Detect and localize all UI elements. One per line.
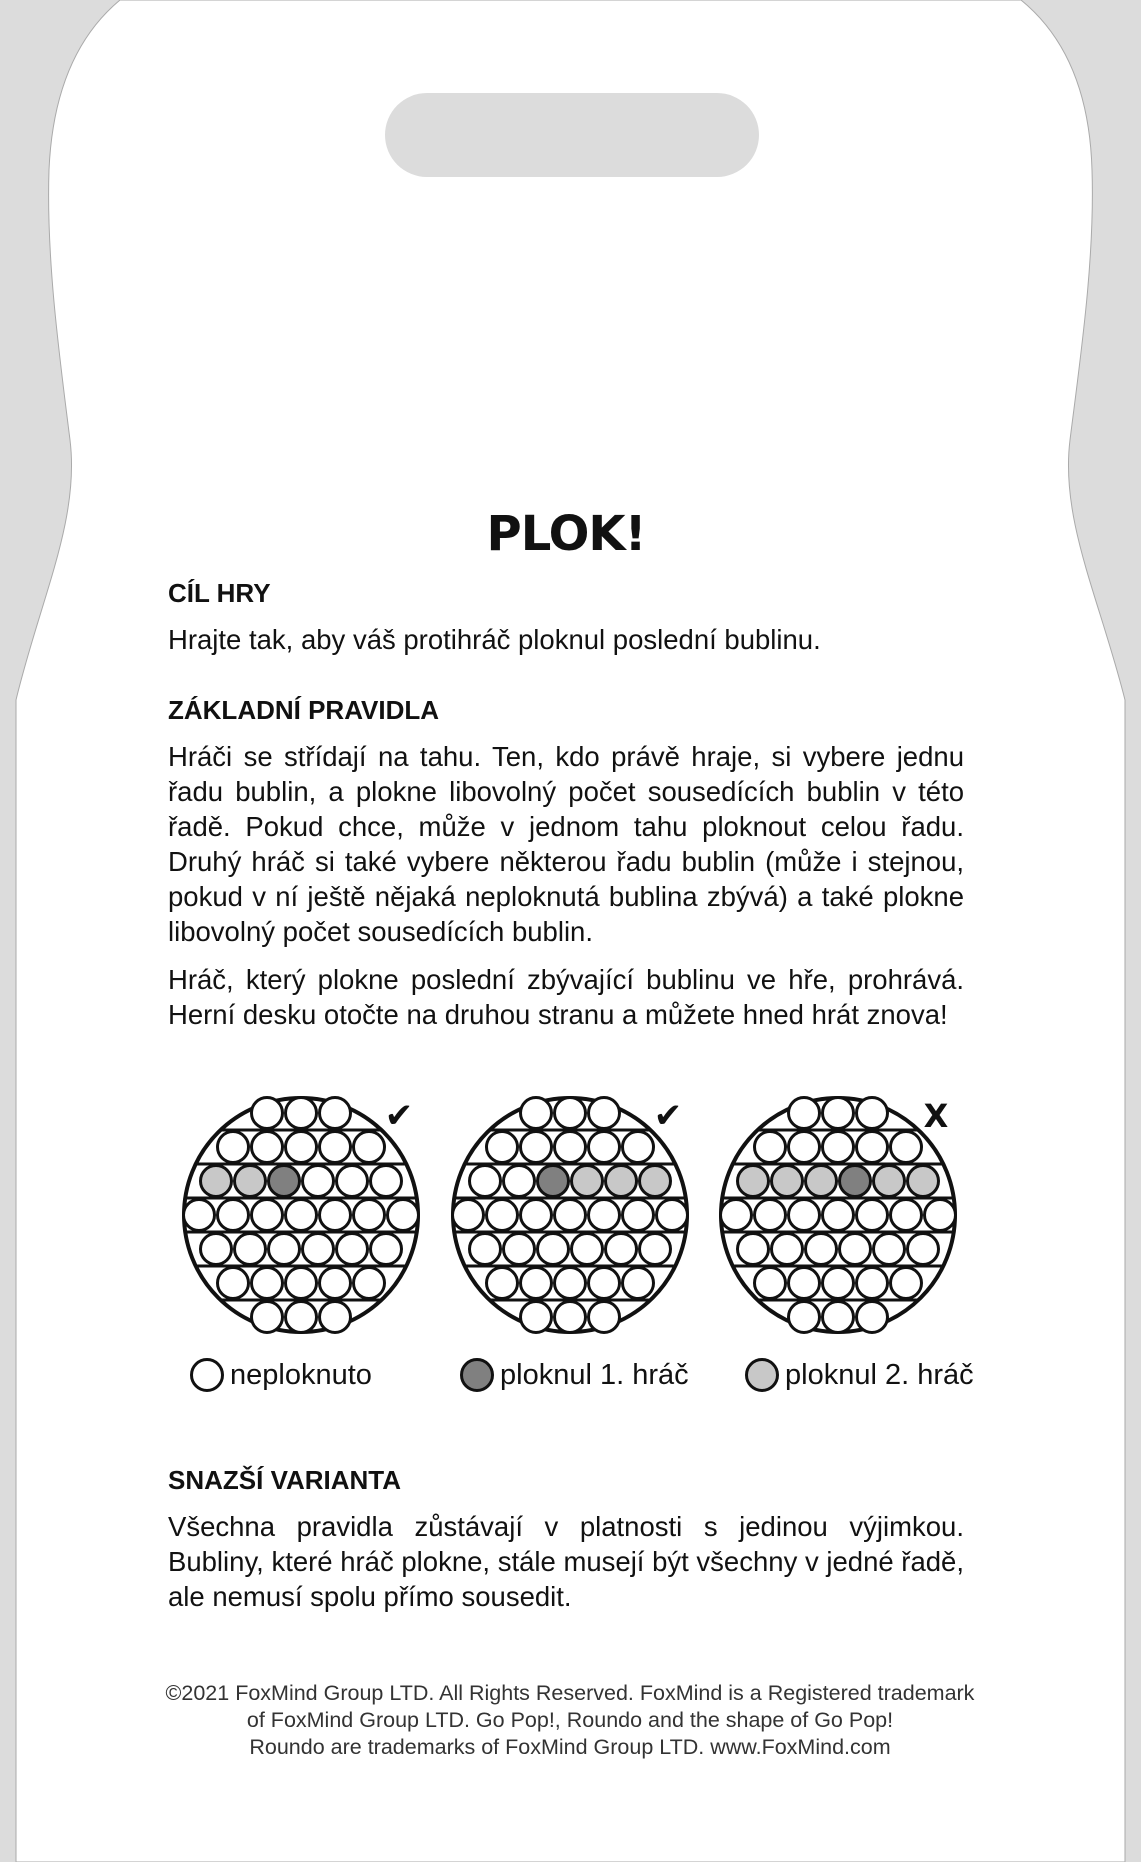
bubble xyxy=(252,1098,283,1129)
bubble xyxy=(555,1302,586,1333)
bubble xyxy=(538,1166,569,1197)
bubble xyxy=(201,1234,232,1265)
bubble xyxy=(874,1234,905,1265)
bubble xyxy=(789,1302,820,1333)
footer-line-2: of FoxMind Group LTD. Go Pop!, Roundo and the shape of Go Pop! xyxy=(246,1708,894,1732)
bubble xyxy=(218,1268,249,1299)
bubble xyxy=(857,1098,888,1129)
bubble xyxy=(755,1132,786,1163)
bubble xyxy=(218,1200,249,1231)
bubble xyxy=(823,1098,854,1129)
bubble xyxy=(218,1132,249,1163)
copyright-footer xyxy=(120,1680,1020,1761)
legend-player1-label: ploknul 1. hráč xyxy=(500,1358,689,1391)
hang-hole[interactable] xyxy=(385,93,759,177)
legend-player1 xyxy=(460,1355,689,1395)
cross-icon: X xyxy=(923,1097,949,1135)
bubble xyxy=(823,1268,854,1299)
bubble xyxy=(235,1166,266,1197)
bubble xyxy=(504,1166,535,1197)
rules-heading: ZÁKLADNÍ PRAVIDLA xyxy=(168,695,440,725)
bubble xyxy=(840,1234,871,1265)
bubble xyxy=(857,1132,888,1163)
bubble xyxy=(388,1200,419,1231)
bubble xyxy=(857,1200,888,1231)
bubble xyxy=(772,1234,803,1265)
bubble xyxy=(487,1268,518,1299)
bubble xyxy=(589,1098,620,1129)
bubble xyxy=(320,1302,351,1333)
bubble xyxy=(303,1234,334,1265)
bubble xyxy=(337,1166,368,1197)
bubble xyxy=(538,1234,569,1265)
legend-player2-label: ploknul 2. hráč xyxy=(785,1358,974,1391)
bubble xyxy=(555,1268,586,1299)
goal-text: Hrajte tak, aby váš protihráč ploknul poslední bublinu. xyxy=(168,624,821,655)
bubble xyxy=(572,1234,603,1265)
bubble xyxy=(857,1268,888,1299)
board-diagram-3 xyxy=(721,1097,956,1333)
bubble xyxy=(354,1268,385,1299)
rules-paragraph-2: Hráč, který plokne poslední zbývající bublinu ve hře, prohrává. Herní desku otočte na druhou stranu a můžete hned hrát znova! xyxy=(168,964,964,1030)
bubble xyxy=(823,1132,854,1163)
bubble xyxy=(521,1098,552,1129)
footer-line-1: ©2021 FoxMind Group LTD. All Rights Reserved. FoxMind is a Registered trademark xyxy=(165,1681,975,1705)
bubble xyxy=(857,1302,888,1333)
bubble xyxy=(354,1200,385,1231)
bubble xyxy=(504,1234,535,1265)
bubble xyxy=(487,1132,518,1163)
bubble xyxy=(320,1200,351,1231)
bubble xyxy=(891,1268,922,1299)
bubble xyxy=(337,1234,368,1265)
bubble xyxy=(521,1132,552,1163)
bubble xyxy=(470,1234,501,1265)
bubble xyxy=(908,1166,939,1197)
bubble xyxy=(487,1200,518,1231)
player2-bubble-icon xyxy=(745,1358,779,1392)
bubble xyxy=(286,1268,317,1299)
bubble xyxy=(252,1132,283,1163)
bubble xyxy=(789,1200,820,1231)
bubble xyxy=(755,1200,786,1231)
legend-unpopped-label: neploknuto xyxy=(230,1358,372,1391)
bubble xyxy=(184,1200,215,1231)
variant-text: Všechna pravidla zůstávají v platnosti s jedinou výjimkou. Bubliny, které hráč plokne, stále musejí být všechny v jedné řadě, ale nemusí spolu přímo sousedit. xyxy=(168,1511,964,1612)
bubble xyxy=(738,1234,769,1265)
bubble xyxy=(521,1302,552,1333)
bubble xyxy=(925,1200,956,1231)
bubble xyxy=(286,1302,317,1333)
bubble xyxy=(891,1132,922,1163)
bubble xyxy=(269,1234,300,1265)
bubble xyxy=(772,1166,803,1197)
bubble xyxy=(840,1166,871,1197)
legend-player2 xyxy=(745,1355,974,1395)
bubble xyxy=(521,1200,552,1231)
bubble xyxy=(908,1234,939,1265)
bubble xyxy=(789,1132,820,1163)
bubble xyxy=(252,1200,283,1231)
bubble xyxy=(891,1200,922,1231)
bubble xyxy=(201,1166,232,1197)
bubble xyxy=(640,1234,671,1265)
bubble xyxy=(589,1132,620,1163)
bubble xyxy=(371,1166,402,1197)
bubble xyxy=(320,1098,351,1129)
bubble xyxy=(589,1200,620,1231)
bubble xyxy=(286,1098,317,1129)
bubble xyxy=(572,1166,603,1197)
bubble xyxy=(371,1234,402,1265)
example-diagrams xyxy=(0,1090,1141,1360)
bubble xyxy=(755,1268,786,1299)
bubble xyxy=(640,1166,671,1197)
bubble xyxy=(303,1166,334,1197)
bubble xyxy=(320,1268,351,1299)
bubble xyxy=(806,1234,837,1265)
bubble xyxy=(521,1268,552,1299)
bubble xyxy=(252,1268,283,1299)
bubble xyxy=(721,1200,752,1231)
checkmark-icon: ✔ xyxy=(653,1096,683,1136)
rules-paragraph-1: Hráči se střídají na tahu. Ten, kdo právě hraje, si vybere jednu řadu bublin, a plokne libovolný počet sousedících bublin v této řadě. Pokud chce, může v jednom tahu ploknout celou řadu. Druhý hráč si také vybere některou řadu bublin (může i stejnou, pokud v ní ještě nějaká neploknutá bublina zbývá) a také plokne libovolný počet sousedících bublin. xyxy=(168,741,964,947)
bubble xyxy=(235,1234,266,1265)
bubble xyxy=(354,1132,385,1163)
bubble xyxy=(453,1200,484,1231)
checkmark-icon: ✔ xyxy=(384,1096,414,1136)
bubble xyxy=(623,1132,654,1163)
bubble xyxy=(806,1166,837,1197)
variant-heading: SNAZŠÍ VARIANTA xyxy=(168,1465,402,1495)
bubble xyxy=(657,1200,688,1231)
board-diagram-1 xyxy=(184,1096,419,1333)
bubble xyxy=(874,1166,905,1197)
page-title: PLOK! xyxy=(486,506,646,562)
bubble xyxy=(470,1166,501,1197)
legend-unpopped xyxy=(190,1355,372,1395)
bubble xyxy=(286,1132,317,1163)
bubble xyxy=(789,1268,820,1299)
bubble xyxy=(589,1302,620,1333)
goal-heading: CÍL HRY xyxy=(168,578,271,608)
bubble xyxy=(269,1166,300,1197)
bubble xyxy=(738,1166,769,1197)
bubble xyxy=(286,1200,317,1231)
bubble xyxy=(589,1268,620,1299)
bubble xyxy=(623,1200,654,1231)
board-diagram-2 xyxy=(453,1096,688,1333)
bubble xyxy=(606,1234,637,1265)
bubble xyxy=(555,1132,586,1163)
bubble xyxy=(823,1302,854,1333)
bubble xyxy=(823,1200,854,1231)
bubble xyxy=(789,1098,820,1129)
bubble xyxy=(555,1098,586,1129)
bubble xyxy=(320,1132,351,1163)
unpopped-bubble-icon xyxy=(190,1358,224,1392)
bubble xyxy=(252,1302,283,1333)
bubble xyxy=(623,1268,654,1299)
bubble xyxy=(555,1200,586,1231)
player1-bubble-icon xyxy=(460,1358,494,1392)
footer-line-3: Roundo are trademarks of FoxMind Group LTD. www.FoxMind.com xyxy=(249,1735,891,1759)
bubble xyxy=(606,1166,637,1197)
